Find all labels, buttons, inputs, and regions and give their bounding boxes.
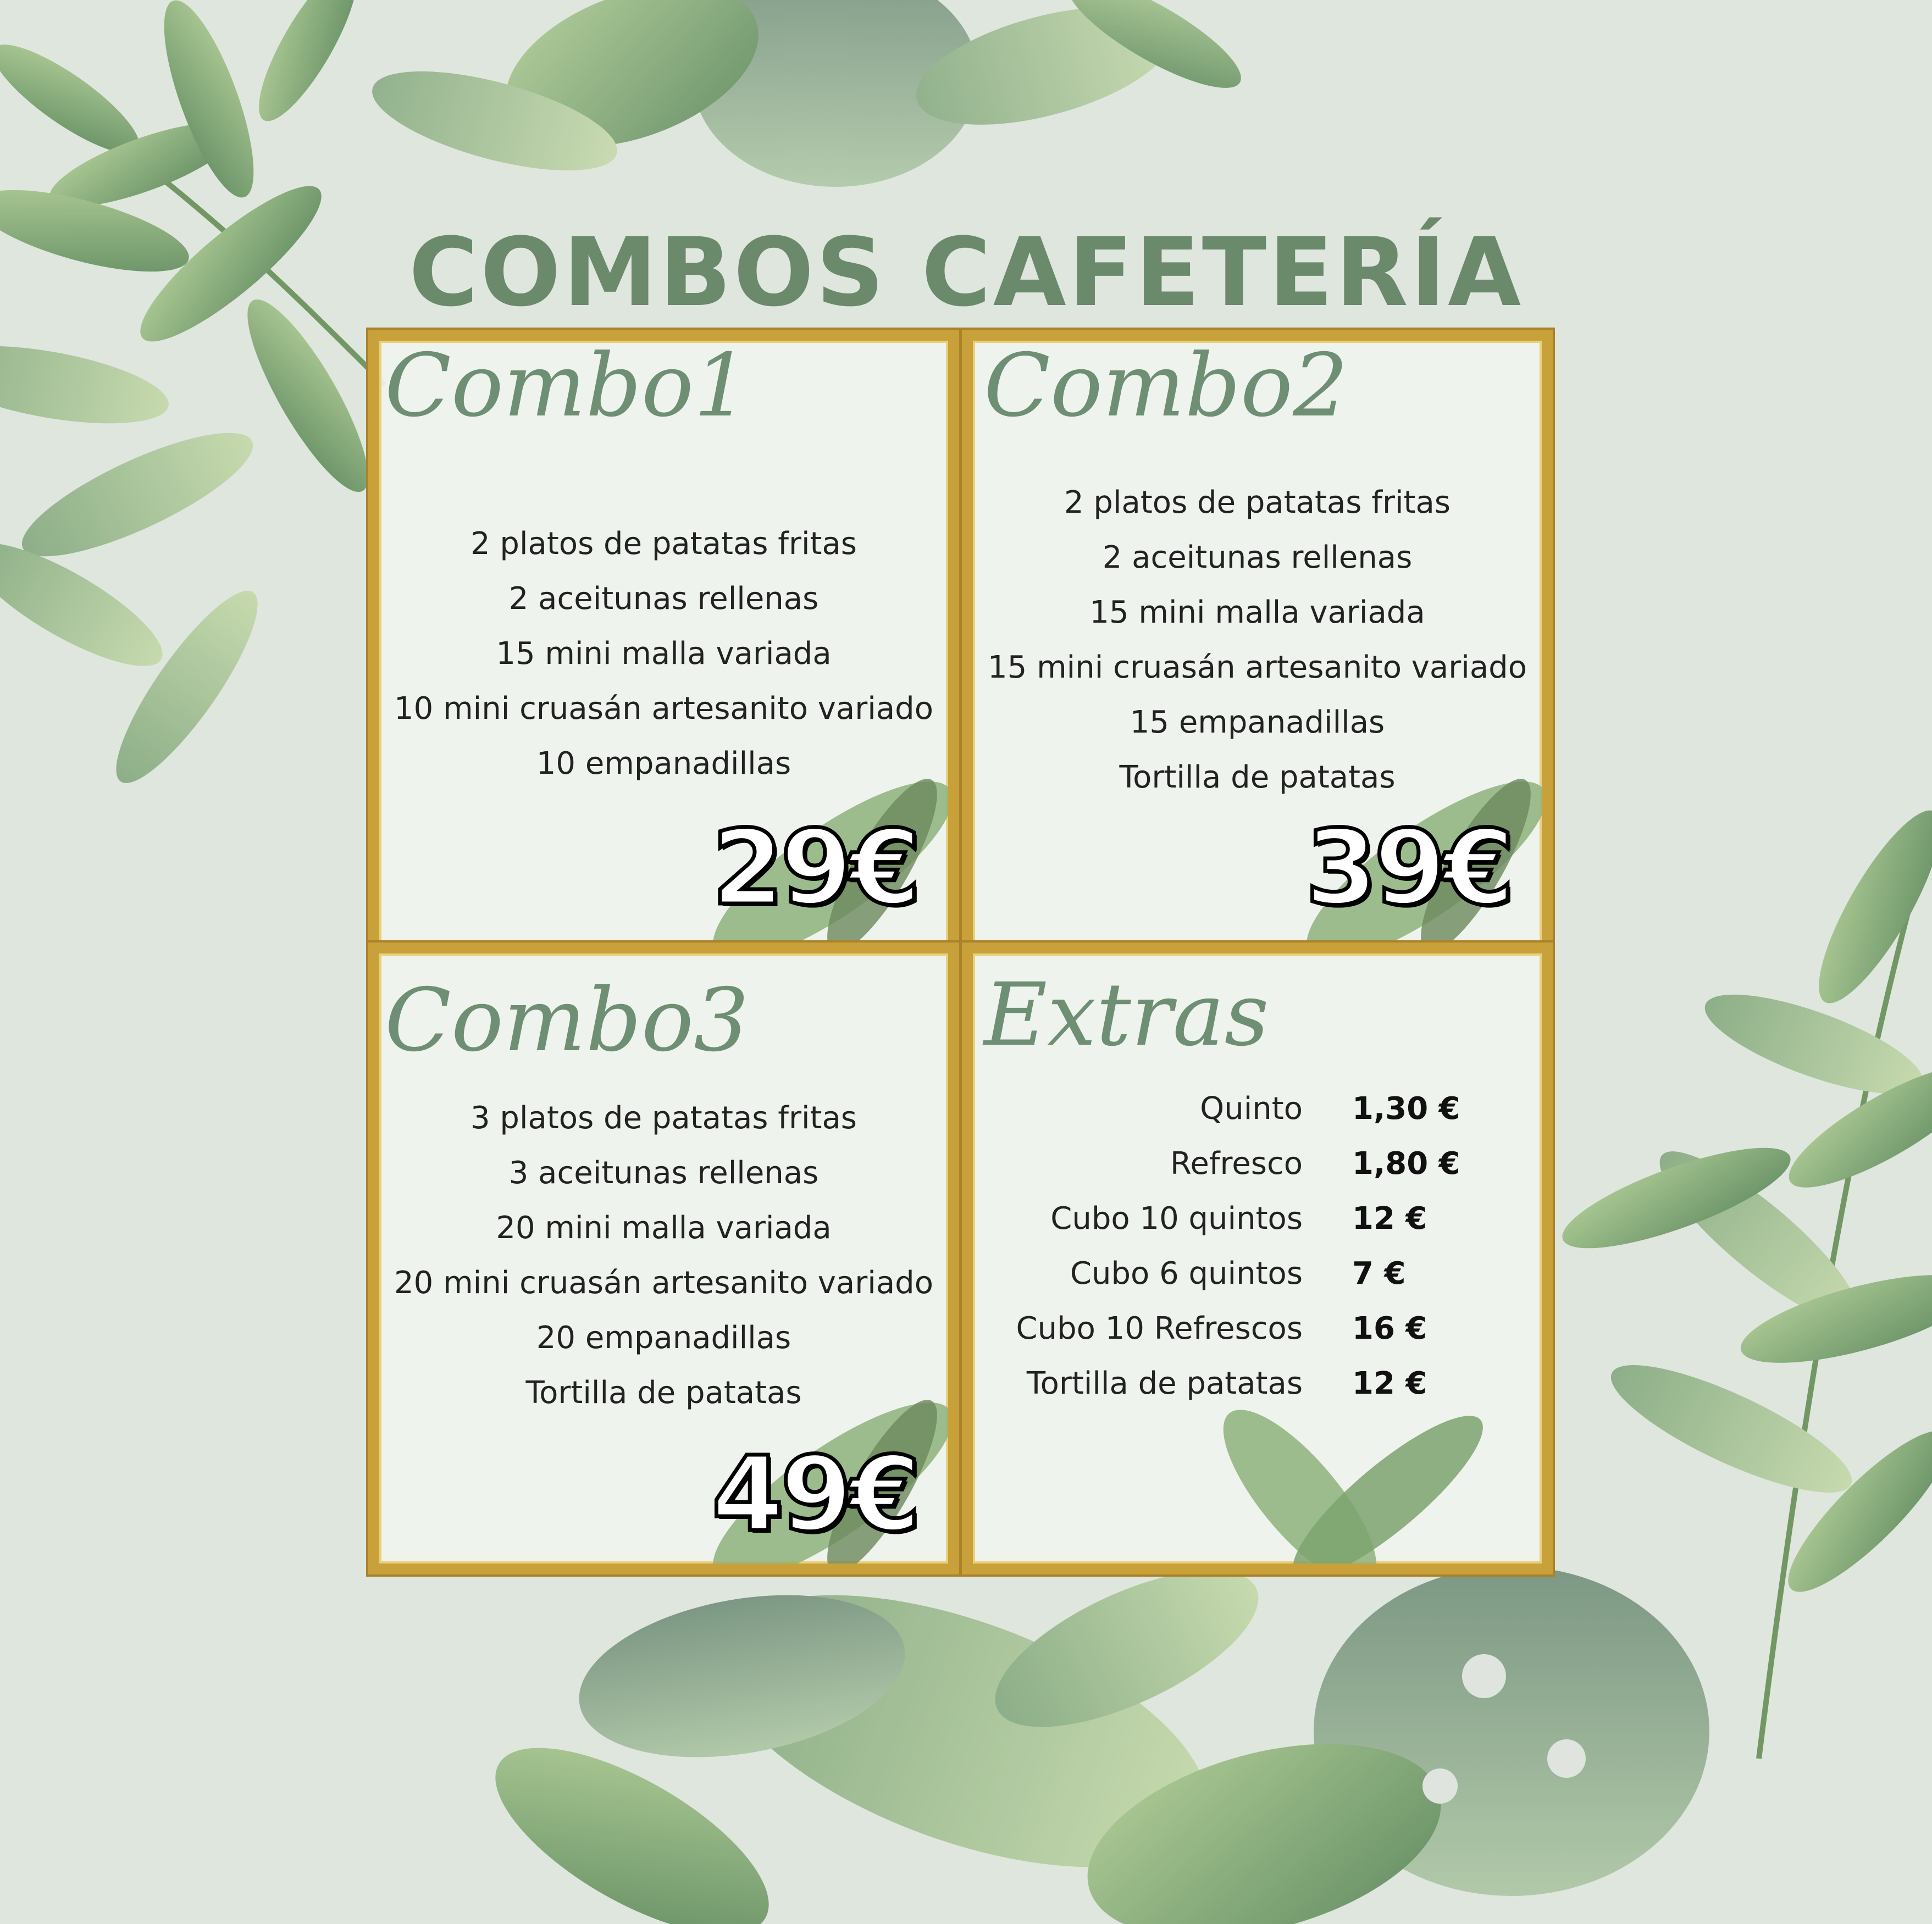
combo-price: 29€ xyxy=(712,808,918,928)
combo-item: 15 empanadillas xyxy=(1130,705,1385,740)
combo-price: 49€ xyxy=(712,1434,918,1555)
extras-row xyxy=(973,1246,1542,1301)
extras-row xyxy=(973,1356,1542,1411)
extras-item-price: 7 € xyxy=(1352,1256,1406,1291)
extras-item-name: Cubo 6 quintos xyxy=(1070,1256,1303,1291)
extras-item-price: 12 € xyxy=(1352,1201,1427,1237)
combo-item: 3 aceitunas rellenas xyxy=(508,1155,819,1191)
combo-items xyxy=(379,517,948,791)
combo-item: 3 platos de patatas fritas xyxy=(470,1100,857,1136)
extras-item-price: 1,30 € xyxy=(1352,1091,1460,1127)
page-title: COMBOS CAFETERÍA xyxy=(408,217,1524,328)
extras-row xyxy=(973,1082,1542,1136)
combo-title: Combo3 xyxy=(385,970,749,1071)
combo-item: 2 aceitunas rellenas xyxy=(508,581,819,617)
extras-item-price: 1,80 € xyxy=(1352,1146,1460,1182)
extras-item-name: Tortilla de patatas xyxy=(1026,1366,1303,1401)
extras-title: Extras xyxy=(984,964,1269,1066)
extras-item-name: Cubo 10 Refrescos xyxy=(1016,1311,1303,1346)
combo-items xyxy=(973,475,1542,805)
combo-item: 15 mini cruasán artesanito variado xyxy=(988,650,1527,685)
extras-item-name: Refresco xyxy=(1170,1146,1303,1182)
combo-item: 20 mini malla variada xyxy=(496,1210,832,1246)
combo-item: 2 platos de patatas fritas xyxy=(470,526,857,562)
combo-title: Combo2 xyxy=(984,335,1348,436)
extras-row xyxy=(973,1301,1542,1356)
extras-row xyxy=(973,1191,1542,1246)
combo-item: 15 mini malla variada xyxy=(1089,595,1425,630)
combo-item: 2 platos de patatas fritas xyxy=(1064,485,1451,520)
combo-card-3 xyxy=(368,942,959,1574)
combo-items xyxy=(379,1091,948,1421)
combo-item: Tortilla de patatas xyxy=(1119,759,1396,795)
combo-card-1 xyxy=(368,330,959,953)
combo-price: 39€ xyxy=(1305,808,1512,928)
extras-row xyxy=(973,1136,1542,1191)
combo-item: Tortilla de patatas xyxy=(525,1375,802,1411)
extras-card xyxy=(962,942,1553,1574)
combo-card-2 xyxy=(962,330,1553,953)
extras-item-price: 16 € xyxy=(1352,1311,1427,1346)
extras-item-name: Quinto xyxy=(1200,1091,1303,1127)
combo-item: 10 empanadillas xyxy=(536,746,791,781)
extras-item-name: Cubo 10 quintos xyxy=(1050,1201,1303,1237)
combo-item: 20 empanadillas xyxy=(536,1320,791,1356)
extras-item-price: 12 € xyxy=(1352,1366,1427,1401)
combo-title: Combo1 xyxy=(385,335,749,436)
combo-item: 15 mini malla variada xyxy=(496,636,832,672)
combo-item: 10 mini cruasán artesanito variado xyxy=(394,691,933,727)
combo-item: 2 aceitunas rellenas xyxy=(1102,540,1413,575)
combo-item: 20 mini cruasán artesanito variado xyxy=(394,1265,933,1301)
